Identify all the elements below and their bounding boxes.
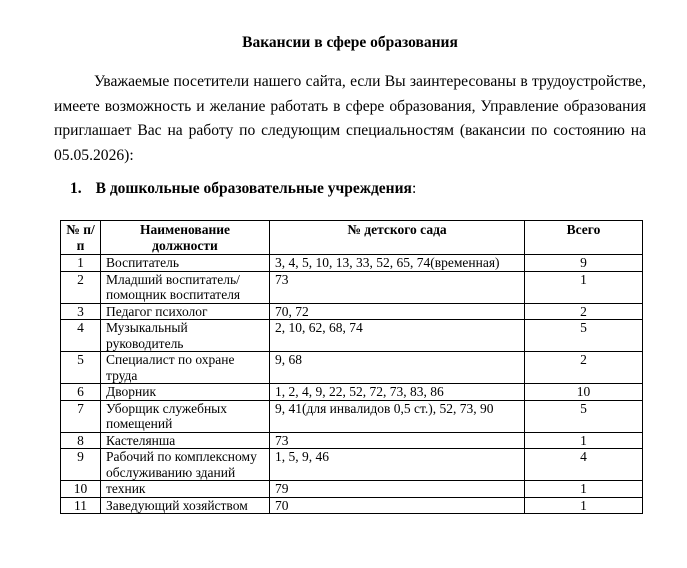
row-kindergarten: 2, 10, 62, 68, 74 xyxy=(270,320,525,352)
row-kindergarten: 9, 68 xyxy=(270,352,525,384)
row-number: 6 xyxy=(61,384,101,401)
table-row xyxy=(61,320,643,352)
header-total: Всего xyxy=(525,221,643,255)
section-title: В дошкольные образовательные учреждения xyxy=(95,180,412,197)
row-kindergarten: 3, 4, 5, 10, 13, 33, 52, 65, 74(временная) xyxy=(270,255,525,272)
row-kindergarten: 9, 41(для инвалидов 0,5 ст.), 52, 73, 90 xyxy=(270,400,525,432)
row-kindergarten: 70, 72 xyxy=(270,303,525,320)
header-num: № п/п xyxy=(61,221,101,255)
table-body xyxy=(61,255,643,514)
row-position: Воспитатель xyxy=(101,255,270,272)
row-number: 10 xyxy=(61,481,101,498)
table-row xyxy=(61,271,643,303)
row-kindergarten: 73 xyxy=(270,432,525,449)
row-kindergarten: 79 xyxy=(270,481,525,498)
row-position: Кастелянша xyxy=(101,432,270,449)
row-total: 1 xyxy=(525,481,643,498)
row-number: 8 xyxy=(61,432,101,449)
row-position: Дворник xyxy=(101,384,270,401)
row-total: 5 xyxy=(525,320,643,352)
header-kindergarten: № детского сада xyxy=(270,221,525,255)
row-kindergarten: 73 xyxy=(270,271,525,303)
table-row xyxy=(61,481,643,498)
table-row xyxy=(61,400,643,432)
row-position: Уборщик служебных помещений xyxy=(101,400,270,432)
row-total: 2 xyxy=(525,303,643,320)
row-position: Педагог психолог xyxy=(101,303,270,320)
row-total: 1 xyxy=(525,271,643,303)
row-position: Специалист по охране труда xyxy=(101,352,270,384)
row-total: 4 xyxy=(525,449,643,481)
row-number: 2 xyxy=(61,271,101,303)
row-total: 5 xyxy=(525,400,643,432)
row-number: 4 xyxy=(61,320,101,352)
section-number: 1. xyxy=(70,180,82,197)
page-title: Вакансии в сфере образования xyxy=(242,34,458,51)
row-number: 9 xyxy=(61,449,101,481)
row-number: 3 xyxy=(61,303,101,320)
table-row xyxy=(61,255,643,272)
row-total: 10 xyxy=(525,384,643,401)
row-position: техник xyxy=(101,481,270,498)
row-position: Рабочий по комплексному обслуживанию зданий xyxy=(101,449,270,481)
intro-paragraph: Уважаемые посетители нашего сайта, если Вы заинтересованы в трудоустройстве, имеете возможность и желание работать в сфере образования, Управление образования приглашает Вас на работу по следующим специальностям (вакансии по состоянию на 05.05.2026): xyxy=(54,73,646,164)
table-row xyxy=(61,352,643,384)
row-position: Заведующий хозяйством xyxy=(101,497,270,514)
row-kindergarten: 70 xyxy=(270,497,525,514)
section-suffix: : xyxy=(411,180,417,197)
table-row xyxy=(61,432,643,449)
section-heading xyxy=(70,180,416,198)
table-header-row xyxy=(61,221,643,255)
table-row xyxy=(61,303,643,320)
header-position: Наименование должности xyxy=(101,221,270,255)
row-number: 1 xyxy=(61,255,101,272)
row-kindergarten: 1, 5, 9, 46 xyxy=(270,449,525,481)
row-position: Музыкальный руководитель xyxy=(101,320,270,352)
row-position: Младший воспитатель/помощник воспитателя xyxy=(101,271,270,303)
row-number: 11 xyxy=(61,497,101,514)
table-row xyxy=(61,384,643,401)
row-total: 9 xyxy=(525,255,643,272)
row-total: 1 xyxy=(525,497,643,514)
row-total: 1 xyxy=(525,432,643,449)
row-number: 7 xyxy=(61,400,101,432)
row-total: 2 xyxy=(525,352,643,384)
row-kindergarten: 1, 2, 4, 9, 22, 52, 72, 73, 83, 86 xyxy=(270,384,525,401)
row-number: 5 xyxy=(61,352,101,384)
table-row xyxy=(61,449,643,481)
table-row xyxy=(61,497,643,514)
vacancies-table xyxy=(60,220,643,514)
